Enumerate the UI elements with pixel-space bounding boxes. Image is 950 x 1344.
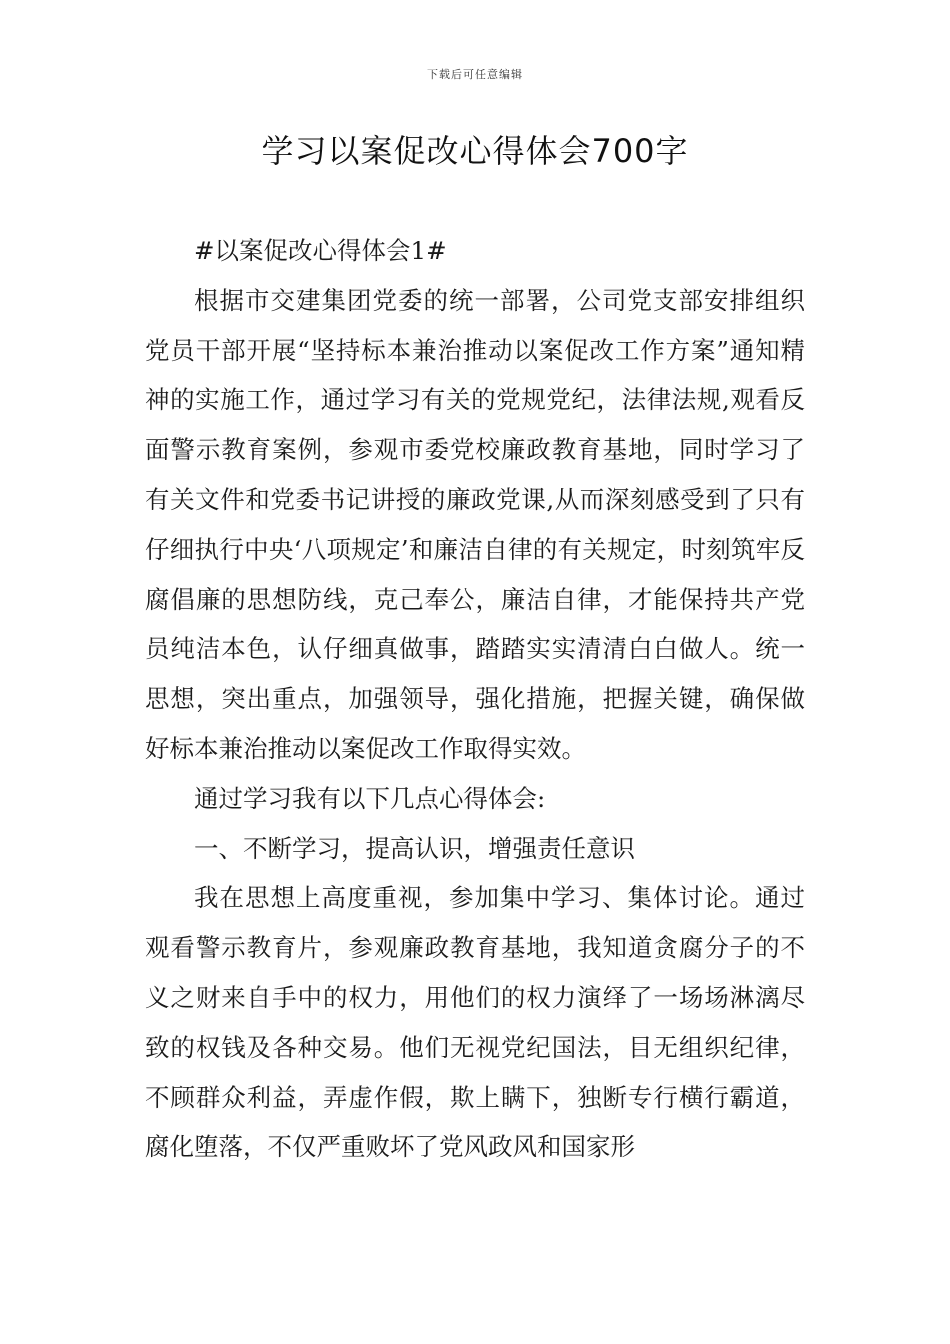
paragraph-point-1: 我在思想上高度重视，参加集中学习、集体讨论。通过观看警示教育片，参观廉政教育基地，我知道贪腐分子的不义之财来自手中的权力，用他们的权力演绎了一场场淋漓尽致的权钱及各种交易。他们无视党纪国法，目无组织纪律，不顾群众利益，弄虚作假，欺上瞒下，独断专行横行霸道，腐化堕落，不仅严重败坏了党风政风和国家形 [145,883,805,1162]
document-body [145,226,805,1172]
point-heading-1: 一、不断学习，提高认识，增强责任意识 [194,833,635,863]
section-heading-1: #以案促改心得体会1# [194,236,447,265]
document-title: 学习以案促改心得体会700字 [261,132,689,170]
download-note: 下载后可任意编辑 [427,68,523,81]
paragraph-intro: 根据市交建集团党委的统一部署，公司党支部安排组织党员干部开展“坚持标本兼治推动以案促改工作方案”通知精神的实施工作，通过学习有关的党规党纪，法律法规,观看反面警示教育案例，参观市委党校廉政教育基地，同时学习了有关文件和党委书记讲授的廉政党课,从而深刻感受到了只有仔细执行中央‘八项规定’和廉洁自律的有关规定，时刻筑牢反腐倡廉的思想防线，克己奉公，廉洁自律，才能保持共产党员纯洁本色，认仔细真做事，踏踏实实清清白白做人。统一思想，突出重点，加强领导，强化措施，把握关键，确保做好标本兼治推动以案促改工作取得实效。 [145,285,805,763]
paragraph-lead: 通过学习我有以下几点心得体会: [194,783,546,813]
